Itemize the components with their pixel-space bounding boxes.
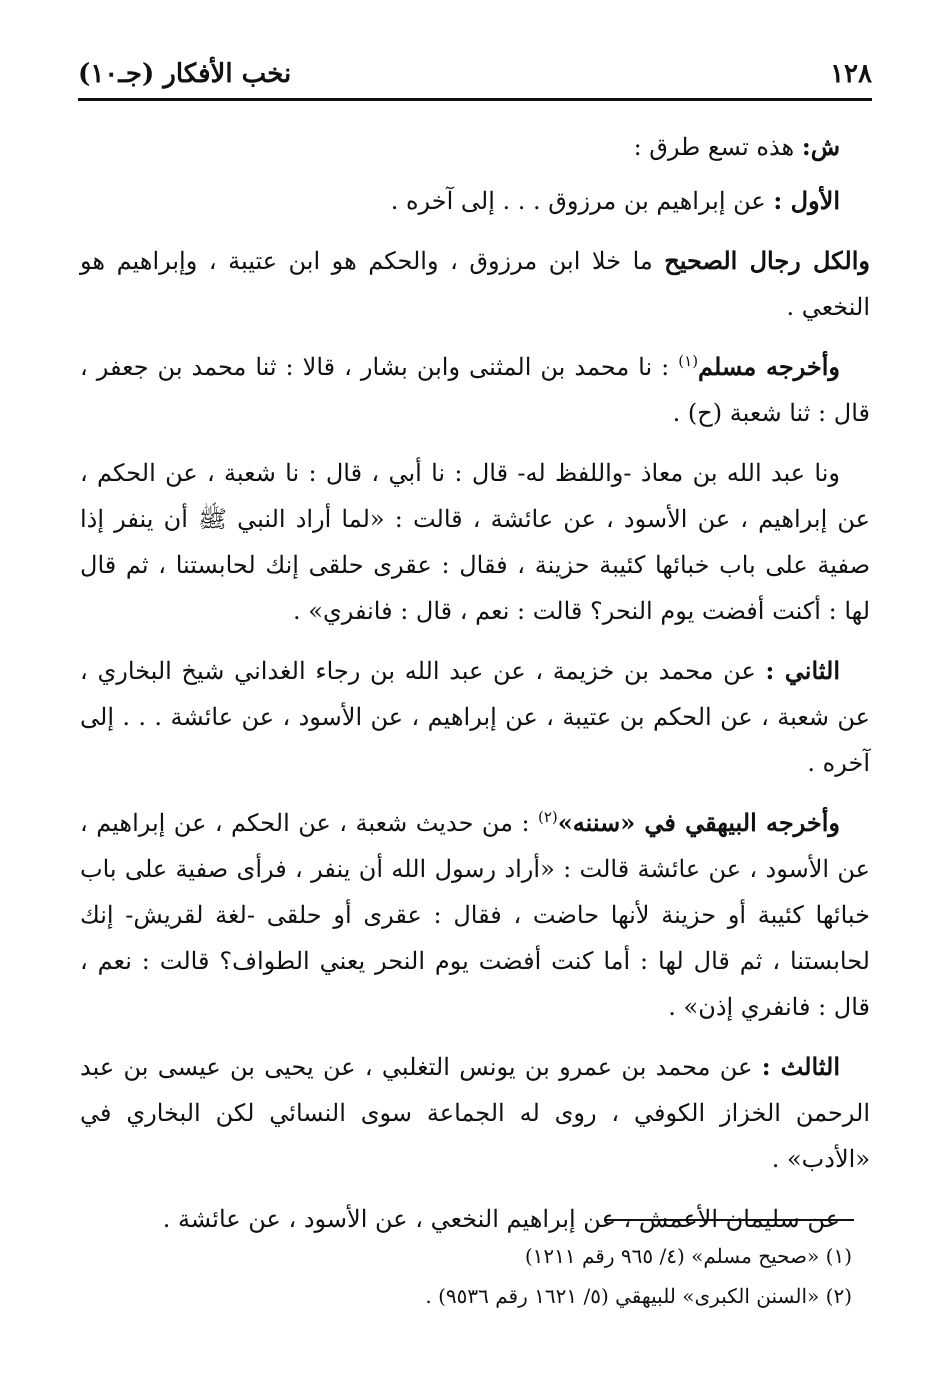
page-number: ١٢٨	[830, 59, 872, 89]
paragraph-body: عن إبراهيم بن مرزوق . . . إلى آخره .	[390, 187, 774, 215]
paragraph-body: ما خلا ابن مرزوق ، والحكم هو ابن عتيبة ، وإبراهيم هو النخعي .	[80, 247, 870, 321]
paragraph-third-route	[80, 1044, 870, 1182]
paragraph-hadith-text	[80, 450, 870, 634]
footnotes	[80, 1236, 852, 1316]
running-header	[78, 52, 872, 96]
footnote-1: (١) «صحيح مسلم» (٤/ ٩٦٥ رقم ١٢١١)	[524, 1244, 852, 1268]
footnote-ref-1[interactable]: (١)	[678, 352, 699, 370]
paragraph-lead: والكل رجال الصحيح	[664, 246, 870, 275]
main-text	[80, 124, 870, 1256]
paragraph-narrators	[80, 238, 870, 330]
paragraph-lead: الثالث :	[761, 1052, 840, 1081]
paragraph-body: عن محمد بن عمرو بن يونس التغلبي ، عن يحيى بن عيسى بن عبد الرحمن الخزاز الكوفي ، روى له الجماعة سوى النسائي لكن البخاري في «الأدب» .	[80, 1053, 870, 1173]
footnote-divider	[604, 1219, 854, 1221]
paragraph-body: : نا محمد بن المثنى وابن بشار ، قالا : ثنا محمد بن جعفر ، قال : ثنا شعبة (ح) .	[80, 353, 870, 427]
paragraph-lead: وأخرجه مسلم	[698, 352, 840, 381]
paragraph-lead: ش:	[801, 132, 840, 161]
paragraph-body: هذه تسع طرق :	[633, 133, 802, 161]
paragraph-lead: وأخرجه البيهقي في «سننه»	[557, 808, 840, 837]
paragraph-intro	[80, 124, 870, 170]
header-divider	[78, 98, 872, 101]
paragraph-muslim	[80, 344, 870, 436]
footnote-2: (٢) «السنن الكبرى» للبيهقي (٥/ ١٦٢١ رقم ٩٥٣٦) .	[425, 1284, 852, 1308]
paragraph-lead: الثاني :	[765, 656, 840, 685]
paragraph-bayhaqi	[80, 800, 870, 1030]
paragraph-lead: الأول :	[773, 186, 840, 215]
paragraph-body: ونا عبد الله بن معاذ -واللفظ له- قال : نا أبي ، قال : نا شعبة ، عن الحكم ، عن إبراهيم ، عن الأسود ، عن عائشة ، قالت : «لما أراد النبي ﷺ أن ينفر إذا صفية على باب خبائها كئيبة حزينة ، فقال : عقرى حلقى إنك لحابستنا ، ثم قال لها : أكنت أفضت يوم النحر؟ قالت : نعم ، قال : فانفري» .	[80, 459, 870, 625]
footnote-ref-2[interactable]: (٢)	[538, 808, 558, 826]
paragraph-body: عن محمد بن خزيمة ، عن عبد الله بن رجاء الغداني شيخ البخاري ، عن شعبة ، عن الحكم بن عتيبة ، عن إبراهيم ، عن الأسود ، عن عائشة . . . إلى آخره .	[80, 657, 870, 777]
paragraph-first-route	[80, 178, 870, 224]
paragraph-body: عن سليمان الأعمش ، عن إبراهيم النخعي ، عن الأسود ، عن عائشة .	[162, 1205, 840, 1233]
paragraph-second-route	[80, 648, 870, 786]
book-title: نخب الأفكار (جـ١٠)	[78, 59, 292, 89]
paragraph-body: : من حديث شعبة ، عن الحكم ، عن إبراهيم ، عن الأسود ، عن عائشة قالت : «أراد رسول الله أن ينفر ، فرأى صفية على باب خبائها كئيبة أو حزينة لأنها حاضت ، فقال : عقرى أو حلقى -لغة لقريش- إنك لحابستنا ، ثم قال لها : أما كنت أفضت يوم النحر يعني الطواف؟ قالت : نعم ، قال : فانفري إذن» .	[80, 809, 870, 1021]
